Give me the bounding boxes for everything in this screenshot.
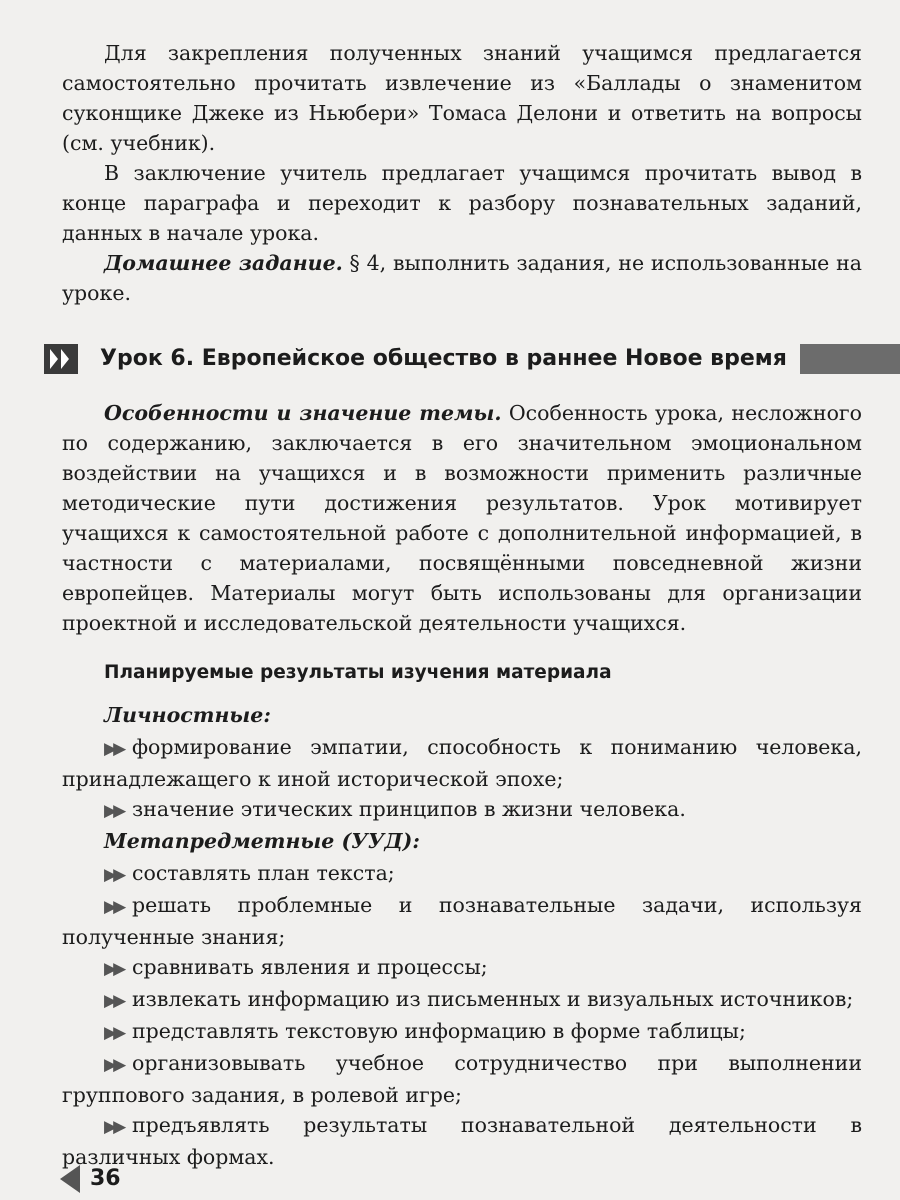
double-arrow-marker-icon — [44, 344, 78, 374]
list-item: ▶▶ формирование эмпатии, способность к пониманию человека, принадлежащего к иной исторической эпохе; — [62, 735, 862, 791]
homework-text: § 4, выполнить задания, не использованные на уроке. — [62, 251, 862, 305]
page-number: 36 — [90, 1166, 121, 1191]
meta-heading: Метапредметные (УУД): — [104, 829, 420, 853]
homework-paragraph — [62, 248, 862, 308]
features-paragraph — [62, 398, 862, 638]
personal-heading: Личностные: — [104, 703, 271, 727]
homework-label: Домашнее задание. — [104, 251, 343, 275]
list-item: ▶▶ значение этических принципов в жизни человека. — [62, 794, 862, 826]
list-item: ▶▶ извлекать информацию из письменных и визуальных источников; — [62, 984, 862, 1016]
lesson-header — [44, 340, 884, 380]
double-chevron-bullet-icon: ▶▶ — [104, 739, 123, 759]
double-chevron-bullet-icon: ▶▶ — [104, 897, 123, 917]
list-item: ▶▶ сравнивать явления и процессы; — [62, 952, 862, 984]
lesson-title: Урок 6. Европейское общество в раннее Новое время — [100, 346, 787, 371]
double-chevron-bullet-icon: ▶▶ — [104, 959, 123, 979]
double-chevron-bullet-icon: ▶▶ — [104, 801, 123, 821]
double-chevron-bullet-icon: ▶▶ — [104, 1055, 123, 1075]
list-item: ▶▶ составлять план текста; — [62, 858, 862, 890]
page-footer — [60, 1165, 121, 1193]
lesson-bar — [800, 344, 900, 374]
features-text: Особенность урока, несложного по содержанию, заключается в его значительном эмоциональном воздействии на учащихся и в возможности применить различные методические пути достижения результатов. Урок мотивирует учащихся к самостоятельной работе с дополнительной информацией, в частности с материалами, посвящёнными повседневной жизни европейцев. Материалы могут быть использованы для организации проектной и исследовательской деятельности учащихся. — [62, 401, 862, 635]
list-item: ▶▶ решать проблемные и познавательные задачи, используя полученные знания; — [62, 893, 862, 949]
double-chevron-bullet-icon: ▶▶ — [104, 865, 123, 885]
double-chevron-bullet-icon: ▶▶ — [104, 991, 123, 1011]
list-item: ▶▶ предъявлять результаты познавательной деятельности в различных формах. — [62, 1113, 862, 1169]
list-item: ▶▶ представлять текстовую информацию в форме таблицы; — [62, 1016, 862, 1048]
results-heading: Планируемые результаты изучения материала — [104, 662, 612, 683]
intro-paragraph: Для закрепления полученных знаний учащимся предлагается самостоятельно прочитать извлечение из «Баллады о знаменитом суконщике Джеке из Ньюбери» Томаса Делони и ответить на вопросы (см. учебник). — [62, 41, 862, 155]
page-content — [62, 38, 862, 1172]
conclusion-paragraph: В заключение учитель предлагает учащимся прочитать вывод в конце параграфа и переходит к разбору познавательных заданий, данных в начале урока. — [62, 161, 862, 245]
features-label: Особенности и значение темы. — [104, 401, 502, 425]
list-item: ▶▶ организовывать учебное сотрудничество при выполнении группового задания, в ролевой игре; — [62, 1051, 862, 1107]
double-chevron-bullet-icon: ▶▶ — [104, 1023, 123, 1043]
double-chevron-bullet-icon: ▶▶ — [104, 1117, 123, 1137]
page-marker-icon — [60, 1165, 80, 1193]
